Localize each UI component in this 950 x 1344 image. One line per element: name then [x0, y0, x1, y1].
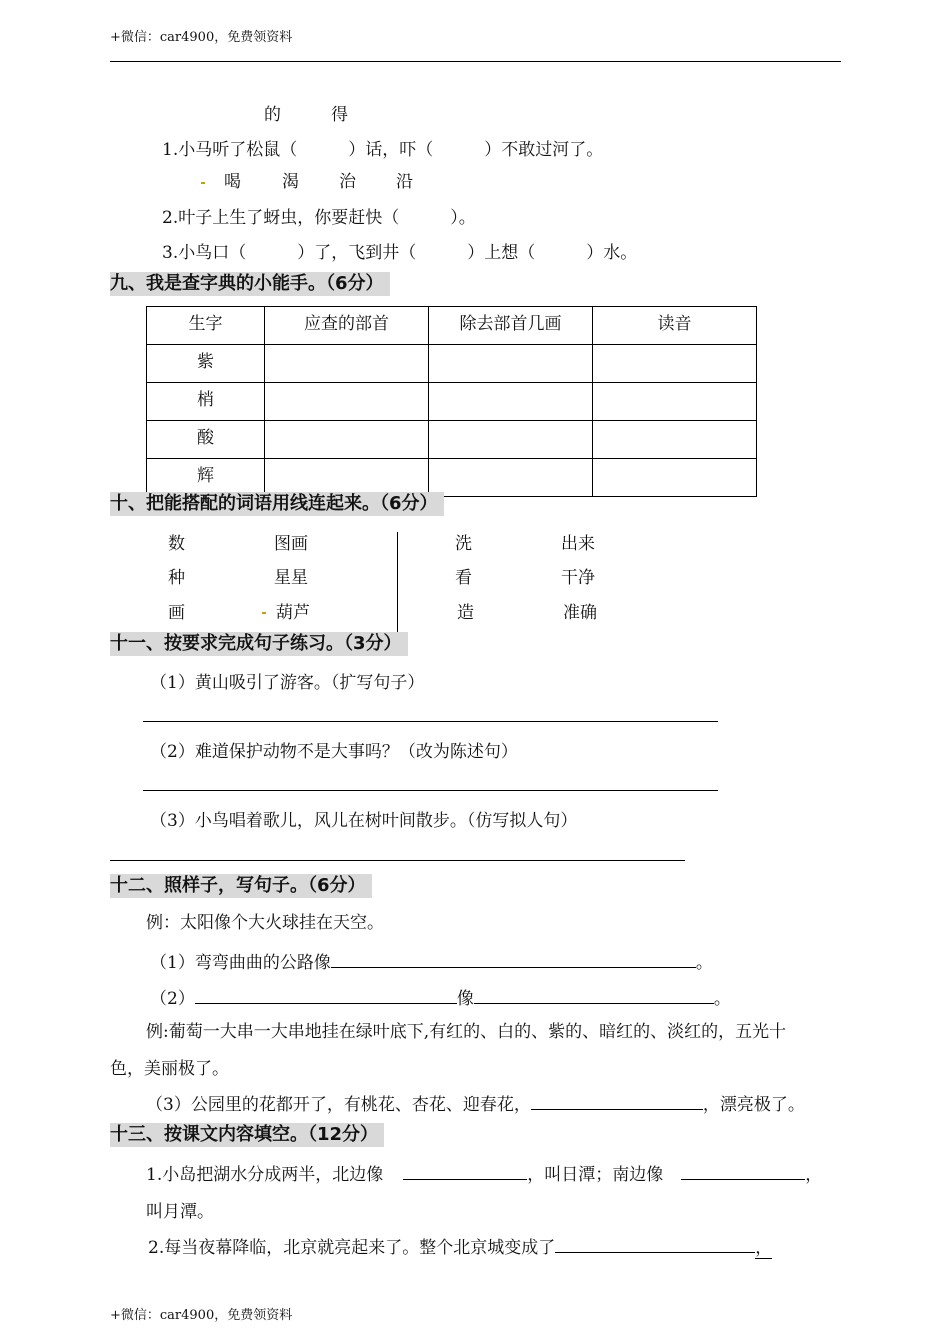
q12-item-2-mid: 像	[456, 989, 474, 1009]
page-header: +微信：car4900，免费领资料	[110, 30, 293, 45]
q13-item-1-b: ，叫日潭；南边像	[527, 1165, 664, 1185]
q11-item-2: （2）难道保护动物不是大事吗？（改为陈述句）	[150, 742, 518, 762]
match-right-word: 看	[455, 568, 472, 588]
table-header: 生字	[147, 307, 265, 345]
table-cell-blank[interactable]	[429, 459, 593, 497]
table-cell-blank[interactable]	[429, 383, 593, 421]
table-header: 除去部首几画	[429, 307, 593, 345]
table-cell-blank[interactable]	[593, 459, 757, 497]
blank-line[interactable]	[195, 985, 457, 1004]
page-footer: +微信：car4900，免费领资料	[110, 1308, 293, 1323]
match-right-word: 准确	[563, 603, 597, 623]
table-cell-char: 辉	[147, 459, 265, 497]
table-cell-blank[interactable]	[265, 421, 429, 459]
section-13-title: 十三、按课文内容填空。（12分）	[110, 1123, 384, 1147]
q12-example-2-line-2: 色，美丽极了。	[110, 1059, 229, 1079]
match-left-word: 种	[168, 568, 185, 588]
table-row	[147, 421, 757, 459]
blank-line[interactable]	[474, 985, 714, 1004]
blank-line[interactable]	[531, 1091, 703, 1110]
table-cell-char: 梢	[147, 383, 265, 421]
q12-item-3-end: ，漂亮极了。	[702, 1095, 805, 1115]
choice-ke: 渴	[282, 172, 299, 192]
choice-yan: 沿	[396, 172, 413, 192]
q12-item-2-end: 。	[713, 989, 731, 1009]
match-left-word: 数	[168, 534, 185, 554]
match-left-word: 图画	[274, 534, 308, 554]
q13-item-1-line-2: 叫月潭。	[146, 1202, 214, 1222]
choice-de-2: 得	[331, 105, 348, 125]
table-row	[147, 345, 757, 383]
match-right-word: 干净	[561, 568, 595, 588]
mark-dot	[201, 182, 205, 184]
match-left-word: 星星	[274, 568, 308, 588]
section-9-title: 九、我是查字典的小能手。（6分）	[110, 272, 390, 296]
match-left-word: 画	[168, 603, 185, 623]
q13-item-1-c: ，	[805, 1165, 823, 1185]
table-cell-blank[interactable]	[429, 421, 593, 459]
choice-zhi: 治	[339, 172, 356, 192]
q12-example-1: 例：太阳像个大火球挂在天空。	[146, 913, 384, 933]
q13-item-2	[148, 1233, 772, 1258]
table-cell-blank[interactable]	[265, 345, 429, 383]
divider-line	[397, 532, 398, 632]
dictionary-table	[146, 306, 757, 497]
answer-line[interactable]	[143, 721, 718, 722]
match-right-word: 造	[457, 603, 474, 623]
choice-he: 喝	[224, 172, 241, 192]
q13-item-1-a: 1.小岛把湖水分成两半，北边像	[146, 1165, 384, 1185]
table-cell-blank[interactable]	[593, 383, 757, 421]
q11-item-1: （1）黄山吸引了游客。（扩写句子）	[150, 673, 425, 693]
answer-line[interactable]	[110, 860, 685, 861]
table-header: 读音	[593, 307, 757, 345]
q8-item-1: 1.小马听了松鼠（ ）话，吓（ ）不敢过河了。	[162, 140, 604, 160]
table-cell-blank[interactable]	[429, 345, 593, 383]
table-cell-blank[interactable]	[593, 421, 757, 459]
q8-item-2: 2.叶子上生了蚜虫，你要赶快（ ）。	[162, 208, 476, 228]
table-cell-blank[interactable]	[265, 383, 429, 421]
q12-item-2	[150, 984, 731, 1009]
table-cell-char: 紫	[147, 345, 265, 383]
q13-item-2-end: ，	[755, 1238, 773, 1258]
q13-item-1	[146, 1160, 822, 1185]
match-left-word: 葫芦	[276, 603, 310, 623]
q12-item-1-prefix: （1）弯弯曲曲的公路像	[150, 953, 331, 973]
answer-line[interactable]	[143, 790, 718, 791]
q8-item-3: 3.小鸟口（ ）了，飞到井（ ）上想（ ）水。	[162, 243, 638, 263]
table-row	[147, 383, 757, 421]
q12-item-1	[150, 948, 713, 973]
blank-line[interactable]	[681, 1161, 805, 1180]
table-cell-char: 酸	[147, 421, 265, 459]
section-11-title: 十一、按要求完成句子练习。（3分）	[110, 632, 408, 656]
q12-example-2-line-1: 例:葡萄一大串一大串地挂在绿叶底下,有红的、白的、紫的、暗红的、淡红的，五光十	[146, 1022, 787, 1042]
table-row	[147, 459, 757, 497]
mark-dot	[262, 612, 266, 614]
blank-line[interactable]	[403, 1161, 527, 1180]
table-cell-blank[interactable]	[593, 345, 757, 383]
choice-de-1: 的	[264, 105, 281, 125]
q12-item-3-prefix: （3）公园里的花都开了，有桃花、杏花、迎春花，	[146, 1095, 531, 1115]
section-10-title: 十、把能搭配的词语用线连起来。（6分）	[110, 492, 444, 516]
header-rule	[110, 61, 841, 62]
table-cell-blank[interactable]	[265, 459, 429, 497]
table-header-row	[147, 307, 757, 345]
q13-item-2-a: 2.每当夜幕降临，北京就亮起来了。整个北京城变成了	[148, 1238, 556, 1258]
q12-item-3	[146, 1090, 805, 1115]
blank-line[interactable]	[331, 949, 696, 968]
section-12-title: 十二、照样子，写句子。（6分）	[110, 874, 372, 898]
q12-item-1-end: 。	[695, 953, 713, 973]
table-header: 应查的部首	[265, 307, 429, 345]
blank-line[interactable]	[555, 1234, 755, 1253]
match-right-word: 洗	[455, 534, 472, 554]
q12-item-2-prefix: （2）	[150, 989, 195, 1009]
q11-item-3: （3）小鸟唱着歌儿，风儿在树叶间散步。（仿写拟人句）	[150, 811, 578, 831]
match-right-word: 出来	[561, 534, 595, 554]
